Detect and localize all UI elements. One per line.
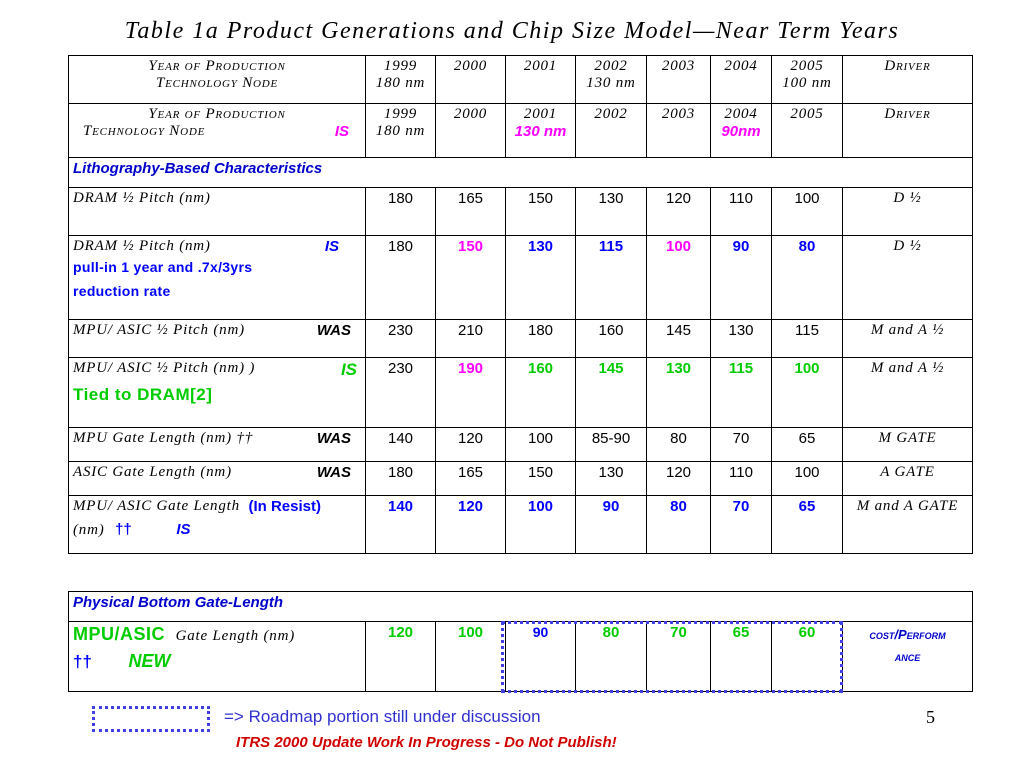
- row-label-strong: MPU/ASIC: [73, 624, 166, 644]
- value-cell: 230: [366, 320, 436, 358]
- row-note: Tied to DRAM[2]: [73, 385, 213, 404]
- was-tag: WAS: [316, 464, 351, 481]
- row-label-cell: [69, 320, 366, 358]
- year-cell: 1999 180 nm: [366, 104, 436, 158]
- row-label-cell: [69, 462, 366, 496]
- value-cell: 65: [711, 622, 772, 692]
- table-row: [69, 496, 973, 554]
- dagger-mark: ††: [73, 652, 92, 671]
- value-cell: 180: [366, 188, 436, 236]
- value-cell: 130: [576, 188, 647, 236]
- value-cell: 120: [436, 496, 506, 554]
- row-label-cell: [69, 428, 366, 462]
- value-cell: 145: [576, 358, 647, 428]
- table-row: [69, 358, 973, 428]
- driver-cell: D ½: [843, 188, 973, 236]
- was-tag: WAS: [316, 430, 351, 447]
- row-label: MPU/ ASIC ½ Pitch (nm) ): [73, 360, 256, 376]
- driver-cell: A GATE: [843, 462, 973, 496]
- new-tag: NEW: [128, 651, 171, 671]
- year-cell: 2005 100 nm: [772, 56, 843, 104]
- driver-cell: M and A ½: [843, 320, 973, 358]
- footer-warning: ITRS 2000 Update Work In Progress - Do Not Publish!: [236, 734, 617, 751]
- row-label: DRAM ½ Pitch (nm): [73, 238, 211, 254]
- value-cell: 180: [366, 462, 436, 496]
- under-discussion-highlight: [501, 621, 843, 693]
- driver-cell: D ½: [843, 236, 973, 320]
- value-cell: 120: [436, 428, 506, 462]
- row-label: MPU/ ASIC Gate Length: [73, 498, 240, 514]
- row-label-unit: (nm): [73, 522, 105, 538]
- value-cell: 80: [772, 236, 843, 320]
- value-cell: 115: [772, 320, 843, 358]
- row-label: DRAM ½ Pitch (nm): [69, 188, 366, 236]
- table-row: [69, 428, 973, 462]
- technology-node-label: Technology Node: [155, 75, 279, 91]
- row-label: Gate Length (nm): [175, 628, 296, 644]
- value-cell: 70: [711, 496, 772, 554]
- driver-header: Driver: [843, 104, 973, 158]
- table-row: [69, 188, 973, 236]
- is-tag: IS: [334, 123, 349, 140]
- header-row-was: [69, 56, 973, 104]
- value-cell: 90: [506, 622, 576, 692]
- row-label: MPU/ ASIC ½ Pitch (nm): [73, 322, 245, 338]
- row-label-resist: (In Resist): [248, 498, 321, 515]
- value-cell: 150: [506, 462, 576, 496]
- value-cell: 80: [647, 428, 711, 462]
- year-cell: 2001: [506, 56, 576, 104]
- year-cell: 2002: [576, 104, 647, 158]
- technology-node-label: Technology Node: [83, 123, 206, 139]
- value-cell: 115: [711, 358, 772, 428]
- year-cell: 2003: [647, 56, 711, 104]
- value-cell: 115: [576, 236, 647, 320]
- value-cell: 140: [366, 496, 436, 554]
- value-cell: 65: [772, 496, 843, 554]
- value-cell: 160: [576, 320, 647, 358]
- value-cell: 165: [436, 188, 506, 236]
- year-cell: 2003: [647, 104, 711, 158]
- chip-size-table: [68, 55, 973, 554]
- value-cell: 150: [506, 188, 576, 236]
- value-cell: 100: [772, 188, 843, 236]
- is-tag: IS: [324, 238, 339, 255]
- year-cell: 1999 180 nm: [366, 56, 436, 104]
- value-cell: 100: [506, 496, 576, 554]
- year-of-production-label: Year of Production: [148, 106, 286, 122]
- value-cell: 90: [711, 236, 772, 320]
- value-cell: 130: [576, 462, 647, 496]
- year-cell: 2000: [436, 104, 506, 158]
- year-cell: 2004: [711, 56, 772, 104]
- value-cell: 110: [711, 462, 772, 496]
- value-cell: 180: [506, 320, 576, 358]
- value-cell: 85-90: [576, 428, 647, 462]
- year-cell: 2000: [436, 56, 506, 104]
- value-cell: 130: [506, 236, 576, 320]
- year-cell: 2001 130 nm: [506, 104, 576, 158]
- value-cell: 100: [772, 358, 843, 428]
- driver-cell: M and A GATE: [843, 496, 973, 554]
- row-label: MPU Gate Length (nm) ††: [73, 430, 254, 446]
- value-cell: 120: [366, 622, 436, 692]
- driver-cell: M and A ½: [843, 358, 973, 428]
- was-tag: WAS: [316, 322, 351, 339]
- driver-header: Driver: [843, 56, 973, 104]
- section-row: [69, 158, 973, 188]
- table-row: [69, 320, 973, 358]
- table-row: [69, 462, 973, 496]
- is-tag: IS: [176, 521, 191, 538]
- value-cell: 110: [711, 188, 772, 236]
- legend-text: => Roadmap portion still under discussion: [224, 707, 541, 726]
- dagger-mark: ††: [115, 521, 132, 538]
- legend-dotted-box: [92, 706, 210, 732]
- year-cell: 2004 90nm: [711, 104, 772, 158]
- page-number: 5: [926, 707, 935, 727]
- is-tag: IS: [340, 360, 357, 379]
- section-title: Lithography-Based Characteristics: [69, 158, 973, 188]
- value-cell: 120: [647, 188, 711, 236]
- value-cell: 100: [647, 236, 711, 320]
- header-label-cell: [69, 104, 366, 158]
- driver-cell: M GATE: [843, 428, 973, 462]
- value-cell: 100: [436, 622, 506, 692]
- section-title: Physical Bottom Gate-Length: [69, 592, 973, 622]
- row-note: pull-in 1 year and .7x/3yrs reduction rate: [73, 259, 253, 299]
- driver-cell: cost/Perform ance: [843, 622, 973, 692]
- row-label-cell: [69, 622, 366, 692]
- value-cell: 65: [772, 428, 843, 462]
- value-cell: 180: [366, 236, 436, 320]
- year-cell: 2005: [772, 104, 843, 158]
- year-cell: 2002 130 nm: [576, 56, 647, 104]
- value-cell: 100: [506, 428, 576, 462]
- value-cell: 130: [711, 320, 772, 358]
- value-cell: 70: [647, 622, 711, 692]
- value-cell: 230: [366, 358, 436, 428]
- value-cell: 120: [647, 462, 711, 496]
- value-cell: 140: [366, 428, 436, 462]
- value-cell: 80: [576, 622, 647, 692]
- value-cell: 150: [436, 236, 506, 320]
- row-label-cell: [69, 236, 366, 320]
- value-cell: 80: [647, 496, 711, 554]
- header-label-cell: [69, 56, 366, 104]
- value-cell: 190: [436, 358, 506, 428]
- value-cell: 145: [647, 320, 711, 358]
- value-cell: 165: [436, 462, 506, 496]
- value-cell: 100: [772, 462, 843, 496]
- value-cell: 60: [772, 622, 843, 692]
- table-row: [69, 236, 973, 320]
- value-cell: 70: [711, 428, 772, 462]
- section-row: [69, 592, 973, 622]
- row-label: ASIC Gate Length (nm): [73, 464, 232, 480]
- row-label-cell: [69, 496, 366, 554]
- value-cell: 160: [506, 358, 576, 428]
- value-cell: 90: [576, 496, 647, 554]
- value-cell: 130: [647, 358, 711, 428]
- value-cell: 210: [436, 320, 506, 358]
- table-title: Table 1a Product Generations and Chip Size Model—Near Term Years: [124, 18, 900, 44]
- year-of-production-label: Year of Production: [148, 58, 286, 74]
- row-label-cell: [69, 358, 366, 428]
- header-row-is: [69, 104, 973, 158]
